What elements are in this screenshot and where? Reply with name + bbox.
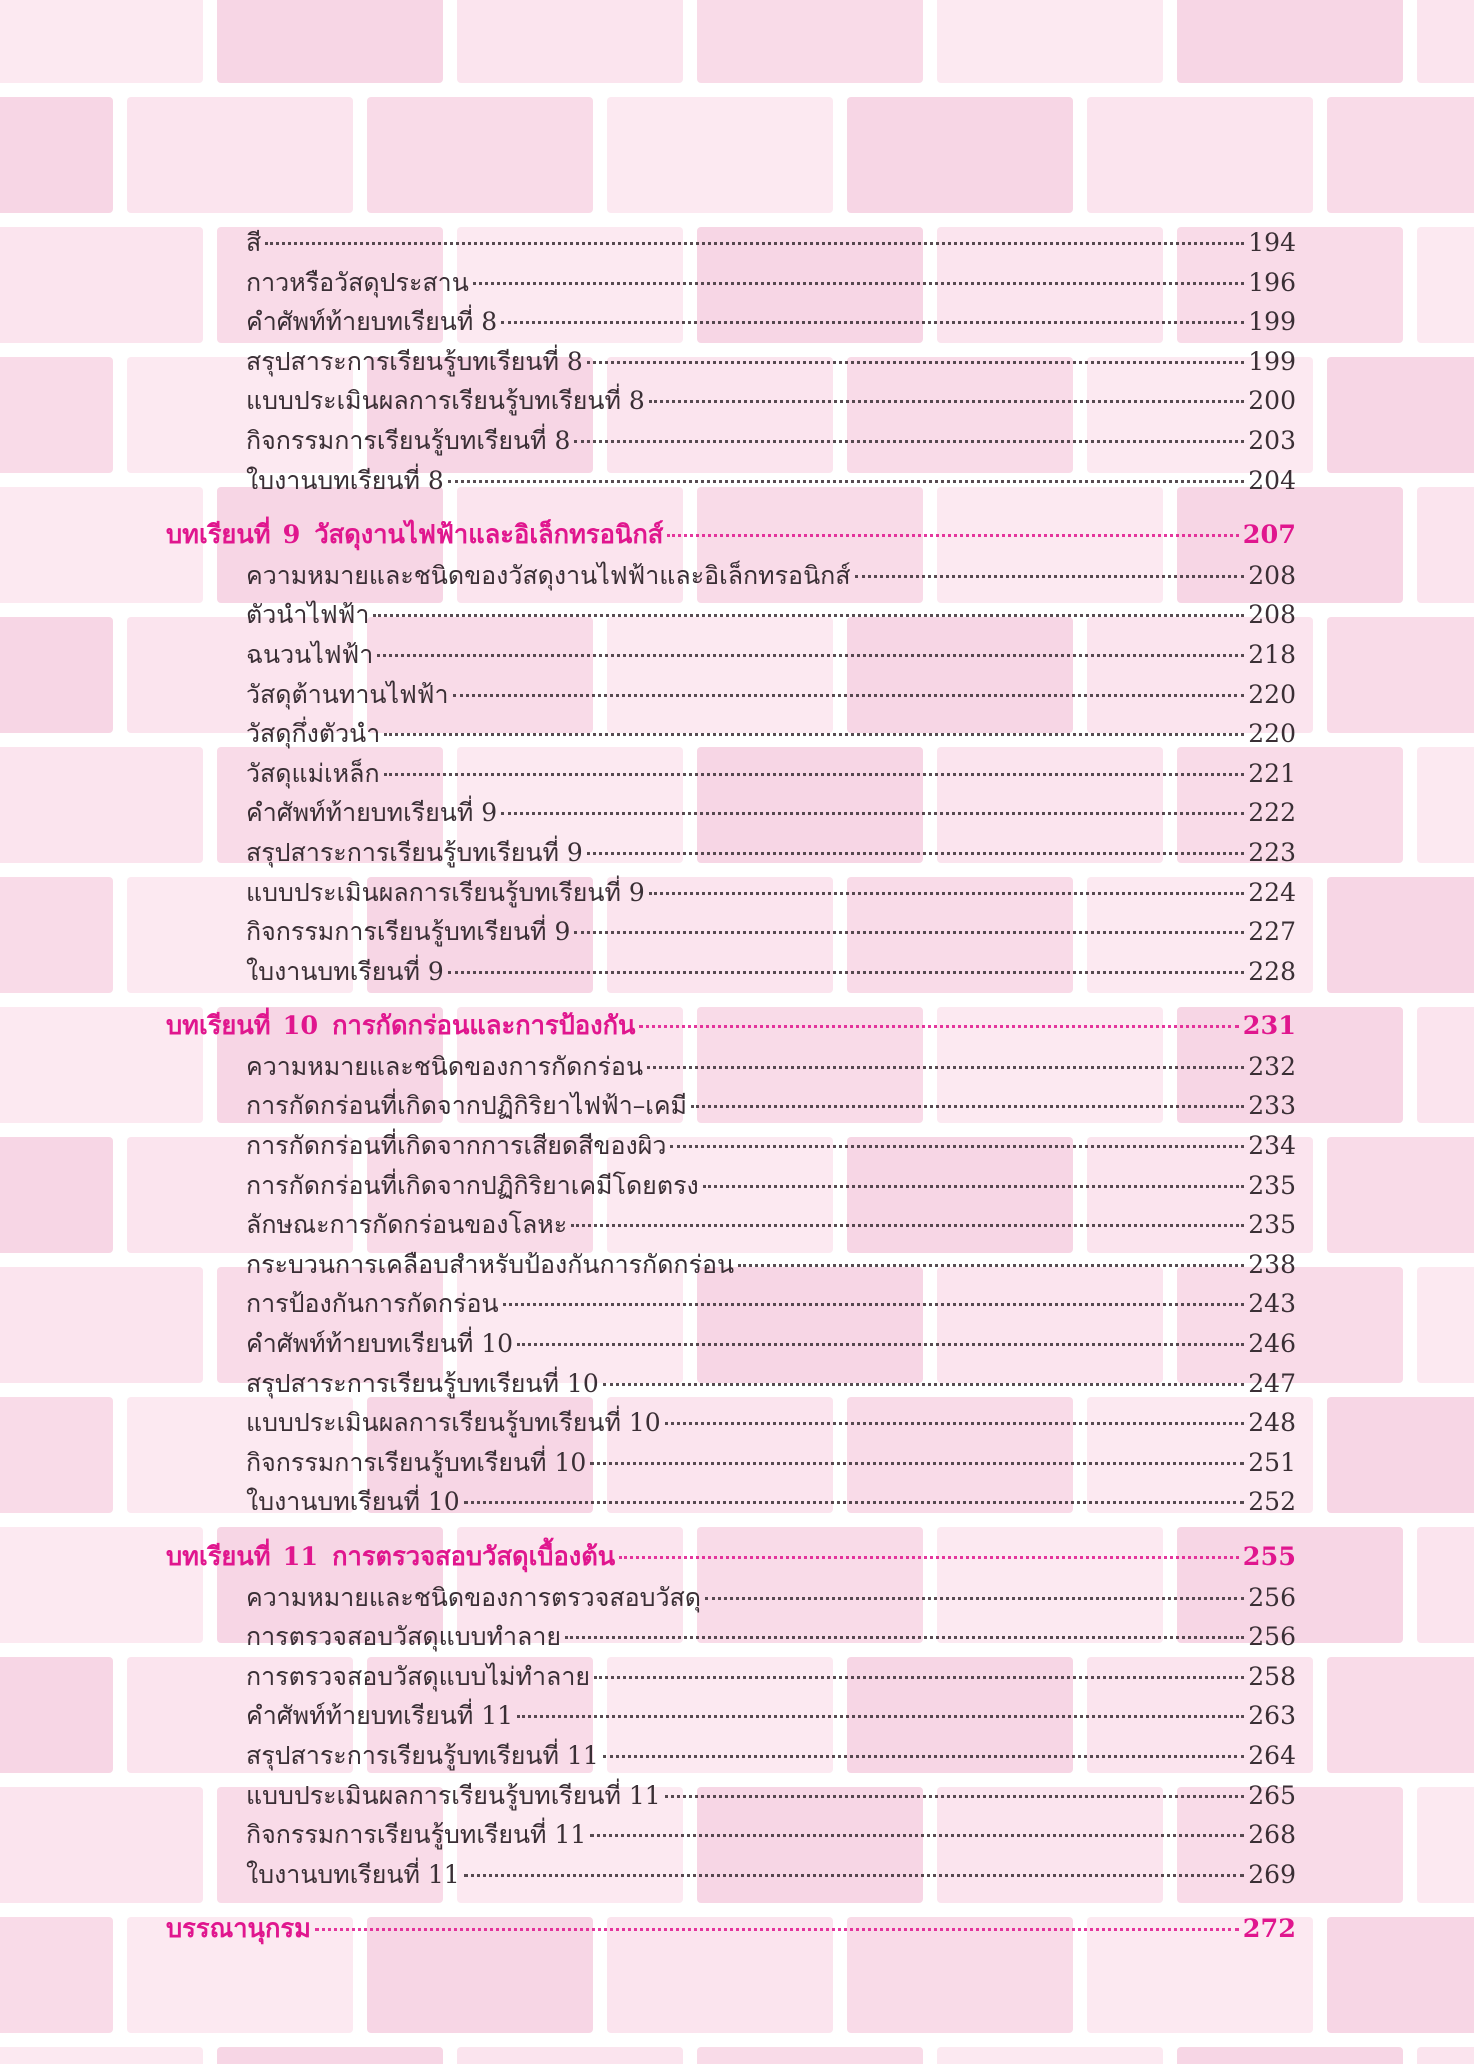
- dot-leader: [574, 931, 1244, 934]
- page-number: 235: [1248, 1170, 1296, 1200]
- chapter-title: วัสดุงานไฟฟ้าและอิเล็กทรอนิกส์: [314, 520, 664, 551]
- toc-title: การกัดกร่อนที่เกิดจากการเสียดสีของผิว: [246, 1131, 667, 1161]
- dot-leader: [647, 1066, 1244, 1069]
- brick-tile: [367, 97, 593, 213]
- dot-leader: [691, 1105, 1244, 1108]
- toc-title: สรุปสาระการเรียนรู้บทเรียนที่ 10: [246, 1368, 599, 1398]
- dot-leader: [665, 1795, 1245, 1798]
- page-number: 223: [1248, 837, 1296, 867]
- brick-tile: [697, 2047, 923, 2064]
- toc-title: การตรวจสอบวัสดุแบบไม่ทำลาย: [246, 1661, 591, 1691]
- toc-entry-row: [166, 1855, 1296, 1895]
- chapter-label: บทเรียนที่: [166, 520, 271, 551]
- toc-title: ใบงานบทเรียนที่ 11: [246, 1859, 460, 1889]
- toc-chapter-row: [166, 1910, 1296, 1950]
- page-number: 208: [1248, 560, 1296, 590]
- brick-tile: [1327, 1137, 1474, 1253]
- dot-leader: [603, 1383, 1245, 1386]
- toc-entry-row: [166, 1324, 1296, 1364]
- brick-tile: [0, 617, 113, 733]
- brick-tile: [217, 2047, 443, 2064]
- toc-title: สี: [246, 228, 262, 257]
- brick-tile: [1417, 227, 1474, 343]
- toc-title: การกัดกร่อนที่เกิดจากปฏิกิริยาเคมีโดยตรง: [246, 1170, 699, 1200]
- dot-leader: [574, 440, 1244, 443]
- dot-leader: [464, 1874, 1245, 1877]
- toc-entry-row: [166, 1736, 1296, 1776]
- brick-tile: [1327, 1917, 1474, 2033]
- toc-chapter-row: [166, 516, 1296, 556]
- dot-leader: [464, 1501, 1245, 1504]
- page-number: 255: [1242, 1542, 1296, 1572]
- page-number: 227: [1248, 917, 1296, 947]
- dot-leader: [501, 812, 1244, 815]
- dot-leader: [384, 733, 1244, 736]
- toc-entry-row: [166, 421, 1296, 461]
- toc-entry-row: [166, 1364, 1296, 1404]
- toc-title: ฉนวนไฟฟ้า: [246, 639, 374, 669]
- brick-tile: [0, 2047, 203, 2064]
- toc-title: การป้องกันการกัดกร่อน: [246, 1289, 499, 1319]
- page-number: 199: [1248, 307, 1296, 337]
- page-number: 233: [1248, 1091, 1296, 1121]
- toc-entry-row: [166, 223, 1296, 263]
- toc-entry-row: [166, 754, 1296, 794]
- dot-leader: [603, 1755, 1245, 1758]
- toc-entry-row: [166, 1578, 1296, 1618]
- page-number: 247: [1248, 1368, 1296, 1398]
- toc-title: แบบประเมินผลการเรียนรู้บทเรียนที่ 8: [246, 386, 645, 416]
- toc-title: สรุปสาระการเรียนรู้บทเรียนที่ 9: [246, 837, 583, 867]
- brick-tile: [0, 1397, 113, 1513]
- page-number: 248: [1248, 1408, 1296, 1438]
- toc-title: คำศัพท์ท้ายบทเรียนที่ 9: [246, 798, 498, 828]
- toc-title: ตัวนำไฟฟ้า: [246, 600, 370, 630]
- page-number: 207: [1242, 520, 1296, 551]
- toc-chapter-row: [166, 1007, 1296, 1047]
- page-number: 220: [1248, 679, 1296, 709]
- dot-leader: [501, 321, 1244, 324]
- page-number: 200: [1248, 386, 1296, 416]
- dot-leader: [649, 892, 1244, 895]
- brick-tile: [1417, 1527, 1474, 1643]
- toc-title: กิจกรรมการเรียนรู้บทเรียนที่ 11: [246, 1820, 587, 1850]
- toc-title: แบบประเมินผลการเรียนรู้บทเรียนที่ 9: [246, 877, 645, 907]
- toc-title: สรุปสาระการเรียนรู้บทเรียนที่ 11: [246, 1740, 599, 1770]
- chapter-label: บทเรียนที่: [166, 1542, 271, 1572]
- toc-entry-row: [166, 714, 1296, 754]
- dot-leader: [265, 242, 1244, 245]
- toc-title: [166, 1538, 615, 1578]
- page-number: 228: [1248, 956, 1296, 986]
- toc-title: กิจกรรมการเรียนรู้บทเรียนที่ 8: [246, 425, 571, 455]
- toc-title: กิจกรรมการเรียนรู้บทเรียนที่ 9: [246, 917, 571, 947]
- toc-entry-row: [166, 1086, 1296, 1126]
- dot-leader: [703, 1185, 1245, 1188]
- dot-leader: [855, 575, 1245, 578]
- brick-tile: [457, 2047, 683, 2064]
- toc-title: กิจกรรมการเรียนรู้บทเรียนที่ 10: [246, 1447, 587, 1477]
- chapter-number: 10: [282, 1011, 319, 1042]
- brick-tile: [1327, 617, 1474, 733]
- toc-entry-row: [166, 873, 1296, 913]
- toc-entry-row: [166, 302, 1296, 342]
- dot-leader: [503, 1303, 1245, 1306]
- page-number: 208: [1248, 600, 1296, 630]
- toc-title: คำศัพท์ท้ายบทเรียนที่ 11: [246, 1701, 514, 1731]
- page-number: 220: [1248, 719, 1296, 749]
- brick-tile: [937, 0, 1163, 83]
- toc-entry-row: [166, 381, 1296, 421]
- brick-tile: [1417, 1267, 1474, 1383]
- dot-leader: [517, 1715, 1244, 1718]
- toc-chapter-row: [166, 1538, 1296, 1578]
- page-number: 235: [1248, 1210, 1296, 1240]
- brick-tile: [457, 0, 683, 83]
- toc-entry-row: [166, 1245, 1296, 1285]
- dot-leader: [639, 1025, 1238, 1028]
- toc-title: ใบงานบทเรียนที่ 10: [246, 1487, 460, 1517]
- dot-leader: [590, 1462, 1244, 1465]
- brick-tile: [937, 2047, 1163, 2064]
- toc-title: ใบงานบทเรียนที่ 8: [246, 465, 444, 495]
- toc-entry-row: [166, 1403, 1296, 1443]
- page-number: 268: [1248, 1820, 1296, 1850]
- brick-tile: [1327, 1657, 1474, 1773]
- toc-title: กระบวนการเคลือบสำหรับป้องกันการกัดกร่อน: [246, 1249, 735, 1279]
- toc-entry-row: [166, 675, 1296, 715]
- toc-title: การตรวจสอบวัสดุแบบทำลาย: [246, 1622, 562, 1652]
- page-number: 199: [1248, 346, 1296, 376]
- page-number: 272: [1242, 1914, 1296, 1945]
- page-number: 221: [1248, 758, 1296, 788]
- brick-tile: [1417, 747, 1474, 863]
- toc-title: แบบประเมินผลการเรียนรู้บทเรียนที่ 10: [246, 1408, 661, 1438]
- brick-tile: [1417, 1007, 1474, 1123]
- toc-entry-row: [166, 1482, 1296, 1522]
- page-number: 243: [1248, 1289, 1296, 1319]
- brick-tile: [0, 357, 113, 473]
- dot-leader: [705, 1597, 1244, 1600]
- brick-tile: [1417, 487, 1474, 603]
- brick-tile: [1417, 1787, 1474, 1903]
- dot-leader: [384, 773, 1245, 776]
- table-of-contents: [166, 223, 1296, 1950]
- dot-leader: [594, 1676, 1244, 1679]
- toc-entry-row: [166, 1126, 1296, 1166]
- toc-title: วัสดุต้านทานไฟฟ้า: [246, 679, 449, 709]
- dot-leader: [565, 1636, 1244, 1639]
- toc-entry-row: [166, 556, 1296, 596]
- brick-tile: [1327, 1397, 1474, 1513]
- toc-title: ความหมายและชนิดของวัสดุงานไฟฟ้าและอิเล็กทรอนิกส์: [246, 560, 851, 590]
- dot-leader: [667, 534, 1238, 537]
- dot-leader: [373, 614, 1244, 617]
- brick-tile: [1327, 357, 1474, 473]
- toc-entry-row: [166, 1815, 1296, 1855]
- brick-tile: [697, 0, 923, 83]
- brick-tile: [1177, 0, 1403, 83]
- toc-entry-row: [166, 1284, 1296, 1324]
- dot-leader: [571, 1224, 1244, 1227]
- toc-entry-row: [166, 263, 1296, 303]
- brick-tile: [0, 1137, 113, 1253]
- chapter-title: การกัดกร่อนและการป้องกัน: [332, 1011, 636, 1042]
- page-number: 194: [1248, 228, 1296, 257]
- page-number: 256: [1248, 1582, 1296, 1612]
- brick-tile: [0, 1917, 113, 2033]
- toc-title: ใบงานบทเรียนที่ 9: [246, 956, 444, 986]
- toc-entry-row: [166, 952, 1296, 992]
- toc-title: บรรณานุกรม: [166, 1914, 311, 1945]
- page-number: 234: [1248, 1131, 1296, 1161]
- toc-entry-row: [166, 1696, 1296, 1736]
- page-number: 232: [1248, 1051, 1296, 1081]
- page-number: 238: [1248, 1249, 1296, 1279]
- toc-title: ความหมายและชนิดของการตรวจสอบวัสดุ: [246, 1582, 702, 1612]
- brick-tile: [0, 97, 113, 213]
- dot-leader: [738, 1264, 1244, 1267]
- page-number: 224: [1248, 877, 1296, 907]
- chapter-number: 9: [282, 520, 301, 551]
- brick-tile: [127, 97, 353, 213]
- toc-title: [166, 1007, 635, 1047]
- toc-title: แบบประเมินผลการเรียนรู้บทเรียนที่ 11: [246, 1780, 661, 1810]
- page-number: 269: [1248, 1859, 1296, 1889]
- toc-entry-row: [166, 1776, 1296, 1816]
- chapter-label: บทเรียนที่: [166, 1011, 271, 1042]
- brick-tile: [1327, 877, 1474, 993]
- page-number: 231: [1242, 1011, 1296, 1042]
- brick-tile: [607, 97, 833, 213]
- page-number: 264: [1248, 1740, 1296, 1770]
- toc-title: การกัดกร่อนที่เกิดจากปฏิกิริยาไฟฟ้า–เคมี: [246, 1091, 688, 1121]
- dot-leader: [377, 654, 1244, 657]
- page-number: 251: [1248, 1447, 1296, 1477]
- brick-tile: [217, 0, 443, 83]
- dot-leader: [587, 852, 1244, 855]
- toc-title: ลักษณะการกัดกร่อนของโลหะ: [246, 1210, 568, 1240]
- toc-title: [166, 516, 663, 556]
- brick-tile: [1087, 97, 1313, 213]
- dot-leader: [315, 1928, 1239, 1931]
- dot-leader: [448, 480, 1244, 483]
- brick-tile: [847, 97, 1073, 213]
- page-number: 203: [1248, 425, 1296, 455]
- toc-entry-row: [166, 1166, 1296, 1206]
- toc-entry-row: [166, 912, 1296, 952]
- brick-tile: [0, 1657, 113, 1773]
- page-number: 258: [1248, 1661, 1296, 1691]
- dot-leader: [473, 282, 1245, 285]
- toc-title: วัสดุกึ่งตัวนำ: [246, 719, 381, 749]
- page-number: 246: [1248, 1329, 1296, 1359]
- toc-title: สรุปสาระการเรียนรู้บทเรียนที่ 8: [246, 346, 583, 376]
- toc-entry-row: [166, 342, 1296, 382]
- toc-entry-row: [166, 595, 1296, 635]
- toc-title: วัสดุแม่เหล็ก: [246, 758, 380, 788]
- page-number: 204: [1248, 465, 1296, 495]
- toc-title: ความหมายและชนิดของการกัดกร่อน: [246, 1051, 644, 1081]
- page-number: 252: [1248, 1487, 1296, 1517]
- toc-entry-row: [166, 833, 1296, 873]
- dot-leader: [665, 1422, 1245, 1425]
- page-number: 265: [1248, 1780, 1296, 1810]
- brick-tile: [1417, 2047, 1474, 2064]
- toc-entry-row: [166, 461, 1296, 501]
- brick-tile: [1177, 2047, 1403, 2064]
- brick-tile: [0, 0, 203, 83]
- brick-tile: [1417, 0, 1474, 83]
- page-number: 256: [1248, 1622, 1296, 1652]
- toc-entry-row: [166, 635, 1296, 675]
- toc-entry-row: [166, 1047, 1296, 1087]
- dot-leader: [590, 1834, 1244, 1837]
- chapter-number: 11: [282, 1542, 319, 1572]
- dot-leader: [619, 1556, 1239, 1559]
- brick-tile: [1327, 97, 1474, 213]
- toc-entry-row: [166, 1443, 1296, 1483]
- toc-title: กาวหรือวัสดุประสาน: [246, 267, 469, 297]
- brick-tile: [0, 877, 113, 993]
- toc-title: คำศัพท์ท้ายบทเรียนที่ 8: [246, 307, 498, 337]
- dot-leader: [453, 694, 1245, 697]
- dot-leader: [517, 1343, 1244, 1346]
- toc-title: คำศัพท์ท้ายบทเรียนที่ 10: [246, 1329, 514, 1359]
- page-number: 222: [1248, 798, 1296, 828]
- page-number: 218: [1248, 639, 1296, 669]
- dot-leader: [587, 361, 1244, 364]
- toc-entry-row: [166, 1205, 1296, 1245]
- page-number: 196: [1248, 267, 1296, 297]
- page-number: 263: [1248, 1701, 1296, 1731]
- toc-entry-row: [166, 1657, 1296, 1697]
- dot-leader: [649, 400, 1244, 403]
- chapter-title: การตรวจสอบวัสดุเบื้องต้น: [332, 1542, 616, 1572]
- dot-leader: [670, 1145, 1244, 1148]
- toc-entry-row: [166, 1617, 1296, 1657]
- dot-leader: [448, 971, 1244, 974]
- toc-entry-row: [166, 793, 1296, 833]
